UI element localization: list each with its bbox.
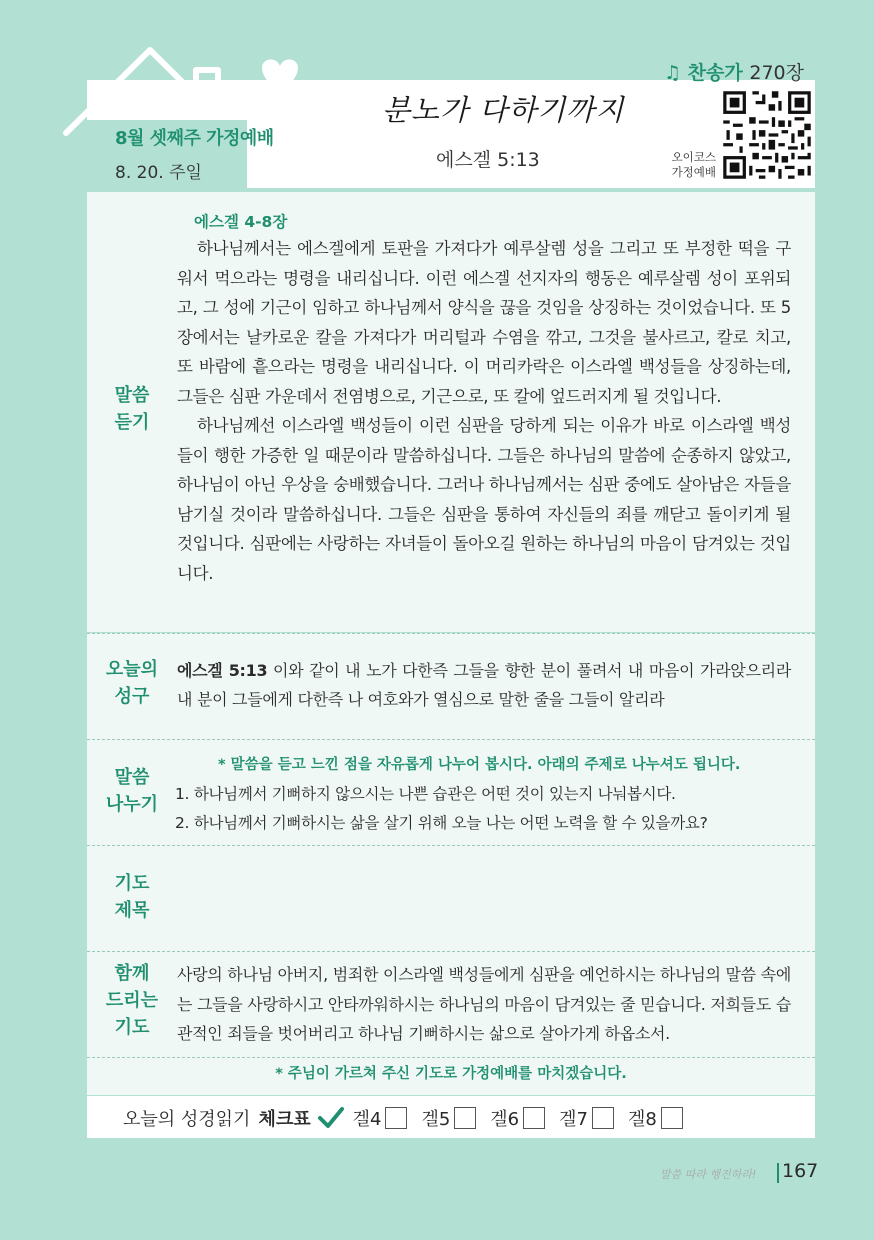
prayer-label-line2: 드리는 bbox=[105, 990, 159, 1011]
music-note-icon: ♫ bbox=[664, 62, 682, 84]
page-number-divider bbox=[777, 1163, 779, 1183]
prayer-label-line1: 함께 bbox=[114, 963, 150, 984]
verse-label-line2: 성구 bbox=[114, 686, 150, 707]
reading-label bbox=[101, 382, 163, 436]
footer-slogan: 말씀 따라 행진하라! bbox=[660, 1168, 757, 1181]
checklist-check-label: 체크표 bbox=[258, 1109, 311, 1130]
checkbox-ezekiel-7[interactable] bbox=[592, 1107, 614, 1129]
reading-paragraph-2: 하나님께선 이스라엘 백성들이 이런 심판을 당하게 되는 이유가 바로 이스라엘 백성들이 행한 가증한 일 때문이라 말씀하십니다. 그들은 하나님의 말씀에 순종하지 않았고, 하나님이 아닌 우상을 숭배했습니다. 그러나 하나님께서는 심판 중에도 살아남은 자들을 남기실 것이라 말씀하십니다. 그들은 심판을 통하여 자신들의 죄를 깨닫고 돌이키게 될 것입니다. 심판에는 사랑하는 자녀들이 돌아오길 원하는 하나님의 마음이 담겨있는 것입니다. bbox=[177, 416, 791, 583]
worship-date: 8. 20. 주일 bbox=[115, 163, 202, 183]
prayer-topic-panel[interactable] bbox=[87, 845, 815, 951]
qr-label bbox=[660, 150, 716, 180]
prayer-label bbox=[101, 960, 163, 1041]
reading-label-line1: 말씀 bbox=[114, 385, 150, 406]
share-question-2: 2. 하나님께서 기뻐하시는 삶을 살기 위해 오늘 나는 어떤 노력을 할 수 있을까요? bbox=[175, 814, 708, 832]
page-title: 분노가 다하기까지 bbox=[382, 93, 625, 127]
prayer-topic-label-line1: 기도 bbox=[114, 873, 150, 894]
prayer-topic-label-line2: 제목 bbox=[114, 900, 150, 921]
checkmark-icon bbox=[317, 1106, 345, 1130]
verse-ref: 에스겔 5:13 bbox=[177, 661, 268, 680]
checkbox-ezekiel-8[interactable] bbox=[661, 1107, 683, 1129]
qr-label-line1: 오이코스 bbox=[671, 150, 716, 164]
prayer-body: 사랑의 하나님 아버지, 범죄한 이스라엘 백성들에게 심판을 예언하시는 하나님의 말씀 속에는 그들을 사랑하시고 안타까워하시는 하나님의 마음이 담겨있는 줄 믿습니다. 저희들도 습관적인 죄들을 벗어버리고 하나님 기뻐하시는 삶으로 살아가게 하옵소서. bbox=[177, 965, 791, 1043]
verse-label-line1: 오늘의 bbox=[105, 659, 159, 680]
checkbox-ezekiel-5[interactable] bbox=[454, 1107, 476, 1129]
scripture-reference: 에스겔 5:13 bbox=[436, 149, 540, 171]
worship-week: 8월 셋째주 가정예배 bbox=[115, 128, 274, 149]
checklist-item-label: 겔7 bbox=[559, 1109, 588, 1130]
hymn-info bbox=[664, 58, 804, 85]
checklist-item-label: 겔8 bbox=[627, 1109, 657, 1130]
share-label-line2: 나누기 bbox=[105, 794, 159, 815]
hymn-label: 찬송가 bbox=[687, 62, 743, 84]
share-label bbox=[101, 764, 163, 818]
hymn-number: 270장 bbox=[749, 62, 804, 84]
prayer-topic-label bbox=[101, 870, 163, 924]
prayer-label-line3: 기도 bbox=[114, 1017, 150, 1038]
checkbox-ezekiel-6[interactable] bbox=[523, 1107, 545, 1129]
reading-body bbox=[177, 234, 791, 588]
checklist-item-label: 겔6 bbox=[490, 1109, 520, 1130]
checkbox-ezekiel-4[interactable] bbox=[385, 1107, 407, 1129]
share-question-1: 1. 하나님께서 기뻐하지 않으시는 나쁜 습관은 어떤 것이 있는지 나눠봅시다. bbox=[175, 785, 676, 803]
share-note: * 말씀을 듣고 느낀 점을 자유롭게 나누어 봅시다. 아래의 주제로 나누셔도 됩니다. bbox=[218, 757, 741, 773]
checklist-item-label: 겔5 bbox=[421, 1109, 451, 1130]
reading-label-line2: 듣기 bbox=[114, 412, 150, 433]
reading-paragraph-1: 하나님께서는 에스겔에게 토판을 가져다가 예루살렘 성을 그리고 또 부정한 떡을 구워서 먹으라는 명령을 내리십니다. 이런 에스겔 선지자의 행동은 예루살렘 성이 포위되고, 그 성에 기근이 임하고 하나님께서 양식을 끊을 것임을 상징하는 것이었습니다. 또 5장에서는 날카로운 칼을 가져다가 머리털과 수염을 깎고, 그것을 불사르고, 칼로 치고, 또 바람에 흩으라는 명령을 내리십니다. 이 머리카락은 이스라엘 백성들을 상징하는데, 그들은 심판 가운데서 전염병으로, 기근으로, 또 칼에 엎드러지게 될 것입니다. bbox=[177, 239, 791, 406]
closing-note: * 주님이 가르쳐 주신 기도로 가정예배를 마치겠습니다. bbox=[275, 1066, 627, 1082]
share-label-line1: 말씀 bbox=[114, 767, 150, 788]
page-number: 167 bbox=[782, 1160, 819, 1182]
checklist-label: 오늘의 성경읽기 bbox=[123, 1109, 251, 1130]
reading-range: 에스겔 4-8장 bbox=[194, 213, 288, 231]
verse-label bbox=[101, 656, 163, 710]
verse-text: 이와 같이 내 노가 다한즉 그들을 향한 분이 풀려서 내 마음이 가라앉으리라 내 분이 그들에게 다한즉 나 여호와가 열심으로 말한 줄을 그들이 알리라 bbox=[177, 661, 791, 709]
checklist-item-label: 겔4 bbox=[352, 1109, 382, 1130]
verse-body bbox=[177, 656, 791, 714]
qr-code[interactable] bbox=[720, 88, 814, 182]
qr-label-line2: 가정예배 bbox=[671, 165, 716, 179]
checklist-row bbox=[123, 1105, 697, 1131]
